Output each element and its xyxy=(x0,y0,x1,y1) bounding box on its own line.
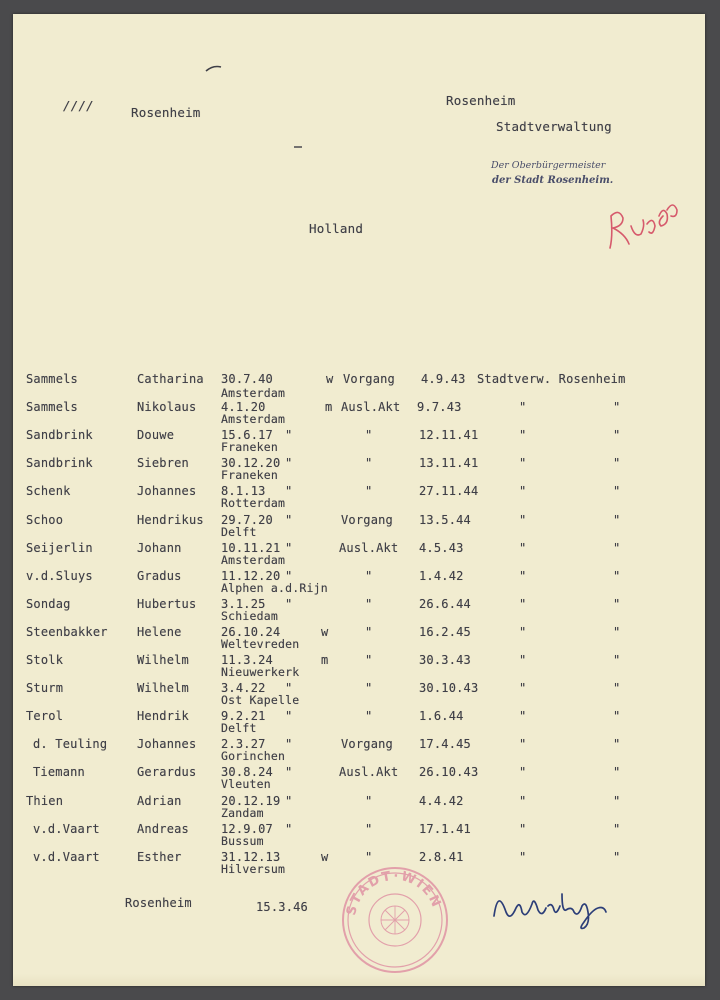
cell-office: " xyxy=(519,653,527,667)
cell-date: 15.6.17 xyxy=(221,428,273,443)
cell-category: " xyxy=(365,793,373,808)
cell-reg-date: 4.5.43 xyxy=(419,540,464,555)
cell-surname: Tiemann xyxy=(33,765,85,780)
cell-surname: Sammels xyxy=(26,400,78,415)
cell-surname: Schenk xyxy=(26,484,71,499)
cell-office2: " xyxy=(613,428,621,443)
header-left-city: Rosenheim xyxy=(131,105,201,120)
cell-first: Gradus xyxy=(137,568,182,583)
cell-sex: m xyxy=(325,400,333,415)
cell-birthplace: Schiedam xyxy=(221,608,278,623)
cell-office: " xyxy=(519,512,527,527)
cell-date: 11.12.20 xyxy=(221,568,281,583)
table-row xyxy=(13,653,705,683)
cell-surname: Sandbrink xyxy=(26,456,93,471)
cell-office: " xyxy=(519,484,527,499)
cell-category: Vorgang xyxy=(341,737,393,752)
cell-surname: Schoo xyxy=(26,512,64,527)
cell-office: " xyxy=(519,849,527,864)
cell-birthplace: Bussum xyxy=(221,833,264,848)
cell-birthplace: Rotterdam xyxy=(221,496,286,511)
cell-first: Hendrikus xyxy=(137,512,204,527)
cell-date: 8.1.13 xyxy=(221,484,266,499)
table-row xyxy=(13,794,705,824)
cell-surname: Sondag xyxy=(26,596,71,611)
cell-reg-date: 30.3.43 xyxy=(419,653,471,667)
cell-category: " xyxy=(365,849,373,864)
cell-office: " xyxy=(519,709,527,724)
cell-category: " xyxy=(365,681,373,696)
cell-surname: Seijerlin xyxy=(26,540,93,555)
cell-reg-date: 26.10.43 xyxy=(419,765,479,780)
cell-office: " xyxy=(519,456,527,471)
cell-sex: " xyxy=(285,456,293,471)
cell-reg-date: 2.8.41 xyxy=(419,849,464,864)
header-office: Stadtverwaltung xyxy=(496,119,612,134)
cell-surname: Sammels xyxy=(26,372,78,386)
ink-speck-icon xyxy=(293,144,305,150)
cell-birthplace: Hilversum xyxy=(221,861,286,876)
cell-surname: Sturm xyxy=(26,681,64,696)
cell-category: " xyxy=(365,568,373,583)
cell-office2: " xyxy=(613,849,621,864)
cell-reg-date: 13.5.44 xyxy=(419,512,471,527)
cell-first: Adrian xyxy=(137,793,182,808)
cell-sex: " xyxy=(285,681,293,696)
cell-sex: " xyxy=(285,568,293,583)
cell-birthplace: Delft xyxy=(221,524,257,539)
cell-first: Esther xyxy=(137,849,182,864)
table-row xyxy=(13,456,705,486)
cell-reg-date: 13.11.41 xyxy=(419,456,479,471)
cell-date: 4.1.20 xyxy=(221,400,266,415)
archive-marks: //// xyxy=(63,98,94,113)
document-title: Holland xyxy=(309,221,364,236)
svg-text:STADT·WIEN xyxy=(344,869,444,917)
cell-office: " xyxy=(519,568,527,583)
cell-category: " xyxy=(365,456,373,471)
cell-date: 11.3.24 xyxy=(221,653,273,667)
cell-reg-date: 26.6.44 xyxy=(419,596,471,611)
cell-office: " xyxy=(519,765,527,780)
cell-category: Ausl.Akt xyxy=(339,765,399,780)
cell-office: " xyxy=(519,681,527,696)
cell-sex: " xyxy=(285,737,293,752)
cell-date: 9.2.21 xyxy=(221,709,266,724)
cell-category: Vorgang xyxy=(341,512,393,527)
cell-birthplace: Amsterdam xyxy=(221,386,286,400)
cell-surname: v.d.Vaart xyxy=(33,821,100,836)
table-row xyxy=(13,569,705,599)
cell-first: Wilhelm xyxy=(137,653,189,667)
cell-date: 12.9.07 xyxy=(221,821,273,836)
table-row xyxy=(13,597,705,627)
cell-category: " xyxy=(365,624,373,639)
cell-birthplace: Gorinchen xyxy=(221,749,286,764)
cell-office: " xyxy=(519,821,527,836)
cell-office2: " xyxy=(613,681,621,696)
cell-reg-date: 4.4.42 xyxy=(419,793,464,808)
table-row xyxy=(13,709,705,739)
cell-sex: " xyxy=(285,596,293,611)
cell-category: Vorgang xyxy=(343,372,395,386)
cell-office: " xyxy=(519,737,527,752)
cell-first: Catharina xyxy=(137,372,204,386)
cell-office: " xyxy=(519,624,527,639)
table-row xyxy=(13,765,705,795)
cell-office2: " xyxy=(613,484,621,499)
cell-first: Douwe xyxy=(137,428,175,443)
cell-surname: v.d.Vaart xyxy=(33,849,100,864)
cell-birthplace: Amsterdam xyxy=(221,552,286,567)
cell-date: 2.3.27 xyxy=(221,737,266,752)
cell-office2: " xyxy=(613,765,621,780)
red-pencil-mark-icon xyxy=(603,186,683,256)
cell-birthplace: Franeken xyxy=(221,440,278,455)
cell-surname: Thien xyxy=(26,793,64,808)
cell-sex: " xyxy=(285,512,293,527)
cell-first: Johannes xyxy=(137,737,197,752)
cell-sex: " xyxy=(285,821,293,836)
cell-birthplace: Vleuten xyxy=(221,777,271,792)
cell-surname: Terol xyxy=(26,709,64,724)
cell-category: " xyxy=(365,596,373,611)
cell-date: 30.12.20 xyxy=(221,456,281,471)
document-page xyxy=(13,14,705,986)
table-row xyxy=(13,484,705,514)
cell-date: 30.8.24 xyxy=(221,765,273,780)
cell-reg-date: 17.4.45 xyxy=(419,737,471,752)
cell-birthplace: Nieuwerkerk xyxy=(221,665,300,679)
table-row xyxy=(13,822,705,852)
cell-category: " xyxy=(365,428,373,443)
cell-office2: " xyxy=(613,653,621,667)
cell-office2: " xyxy=(613,540,621,555)
cell-first: Johann xyxy=(137,540,182,555)
cell-birthplace: Alphen a.d.Rijn xyxy=(221,580,328,595)
cell-office2: " xyxy=(613,456,621,471)
cell-office: " xyxy=(519,596,527,611)
cell-first: Wilhelm xyxy=(137,681,189,696)
cell-birthplace: Zandam xyxy=(221,805,264,820)
cell-reg-date: 1.4.42 xyxy=(419,568,464,583)
cell-sex: " xyxy=(285,765,293,780)
cell-date: 26.10.24 xyxy=(221,624,281,639)
cell-sex: w xyxy=(326,372,334,386)
cell-sex: " xyxy=(285,484,293,499)
cell-first: Gerardus xyxy=(137,765,197,780)
cell-surname: v.d.Sluys xyxy=(26,568,93,583)
signature-icon xyxy=(488,876,628,936)
cell-date: 3.1.25 xyxy=(221,596,266,611)
cell-date: 29.7.20 xyxy=(221,512,273,527)
cell-first: Johannes xyxy=(137,484,197,499)
cell-sex: " xyxy=(285,709,293,724)
cell-office: " xyxy=(519,400,527,415)
cell-birthplace: Amsterdam xyxy=(221,412,286,427)
cell-first: Hendrik xyxy=(137,709,189,724)
table-row xyxy=(13,428,705,458)
cell-office2: " xyxy=(613,568,621,583)
cell-reg-date: 12.11.41 xyxy=(419,428,479,443)
cell-office: " xyxy=(519,793,527,808)
table-row xyxy=(13,541,705,571)
cell-reg-date: 9.7.43 xyxy=(417,400,462,415)
official-seal-icon xyxy=(337,864,453,974)
cell-office: " xyxy=(519,540,527,555)
table-row xyxy=(13,625,705,655)
cell-category: Ausl.Akt xyxy=(339,540,399,555)
cell-office2: " xyxy=(613,512,621,527)
cell-office2: " xyxy=(613,400,621,415)
cell-first: Andreas xyxy=(137,821,189,836)
table-row xyxy=(13,737,705,767)
footer-city: Rosenheim xyxy=(125,896,192,910)
official-stamp-line1: Der Oberbürgermeister xyxy=(491,160,606,171)
cell-office2: " xyxy=(613,624,621,639)
table-row xyxy=(13,400,705,430)
cell-category: " xyxy=(365,653,373,667)
cell-sex: " xyxy=(285,793,293,808)
cell-sex: " xyxy=(285,428,293,443)
table-row xyxy=(13,681,705,711)
cell-birthplace: Weltevreden xyxy=(221,636,300,651)
cell-office2: " xyxy=(613,737,621,752)
cell-sex: w xyxy=(321,624,329,639)
cell-surname: d. Teuling xyxy=(33,737,108,752)
cell-office2: " xyxy=(613,709,621,724)
cell-birthplace: Ost Kapelle xyxy=(221,693,300,708)
cell-category: " xyxy=(365,821,373,836)
cell-office2: " xyxy=(613,821,621,836)
cell-category: Ausl.Akt xyxy=(341,400,401,415)
cell-date: 31.12.13 xyxy=(221,849,281,864)
cell-first: Helene xyxy=(137,624,182,639)
cell-surname: Sandbrink xyxy=(26,428,93,443)
footer-date: 15.3.46 xyxy=(256,900,308,914)
cell-reg-date: 4.9.43 xyxy=(421,372,466,386)
cell-reg-date: 16.2.45 xyxy=(419,624,471,639)
cell-office2: " xyxy=(613,793,621,808)
cell-birthplace: Delft xyxy=(221,721,257,736)
cell-category: " xyxy=(365,484,373,499)
cell-sex: m xyxy=(321,653,329,667)
cell-date: 20.12.19 xyxy=(221,793,281,808)
table-row xyxy=(13,513,705,543)
cell-surname: Steenbakker xyxy=(26,624,108,639)
cell-date: 30.7.40 xyxy=(221,372,273,386)
header-right-city: Rosenheim xyxy=(446,93,516,108)
cell-first: Nikolaus xyxy=(137,400,197,415)
cell-office2: " xyxy=(613,596,621,611)
cell-date: 10.11.21 xyxy=(221,540,281,555)
ink-speck-icon xyxy=(203,62,227,74)
cell-office: Stadtverw. Rosenheim xyxy=(477,372,626,386)
cell-reg-date: 30.10.43 xyxy=(419,681,479,696)
cell-birthplace: Franeken xyxy=(221,468,278,483)
cell-sex: w xyxy=(321,849,329,864)
cell-reg-date: 27.11.44 xyxy=(419,484,479,499)
cell-first: Hubertus xyxy=(137,596,197,611)
official-stamp-line2: der Stadt Rosenheim. xyxy=(492,175,614,186)
seal-text: STADT·WIEN xyxy=(344,868,445,917)
cell-reg-date: 17.1.41 xyxy=(419,821,471,836)
cell-date: 3.4.22 xyxy=(221,681,266,696)
cell-office: " xyxy=(519,428,527,443)
cell-surname: Stolk xyxy=(26,653,64,667)
cell-sex: " xyxy=(285,540,293,555)
cell-category: " xyxy=(365,709,373,724)
cell-reg-date: 1.6.44 xyxy=(419,709,464,724)
table-row xyxy=(13,372,705,402)
cell-first: Siebren xyxy=(137,456,189,471)
